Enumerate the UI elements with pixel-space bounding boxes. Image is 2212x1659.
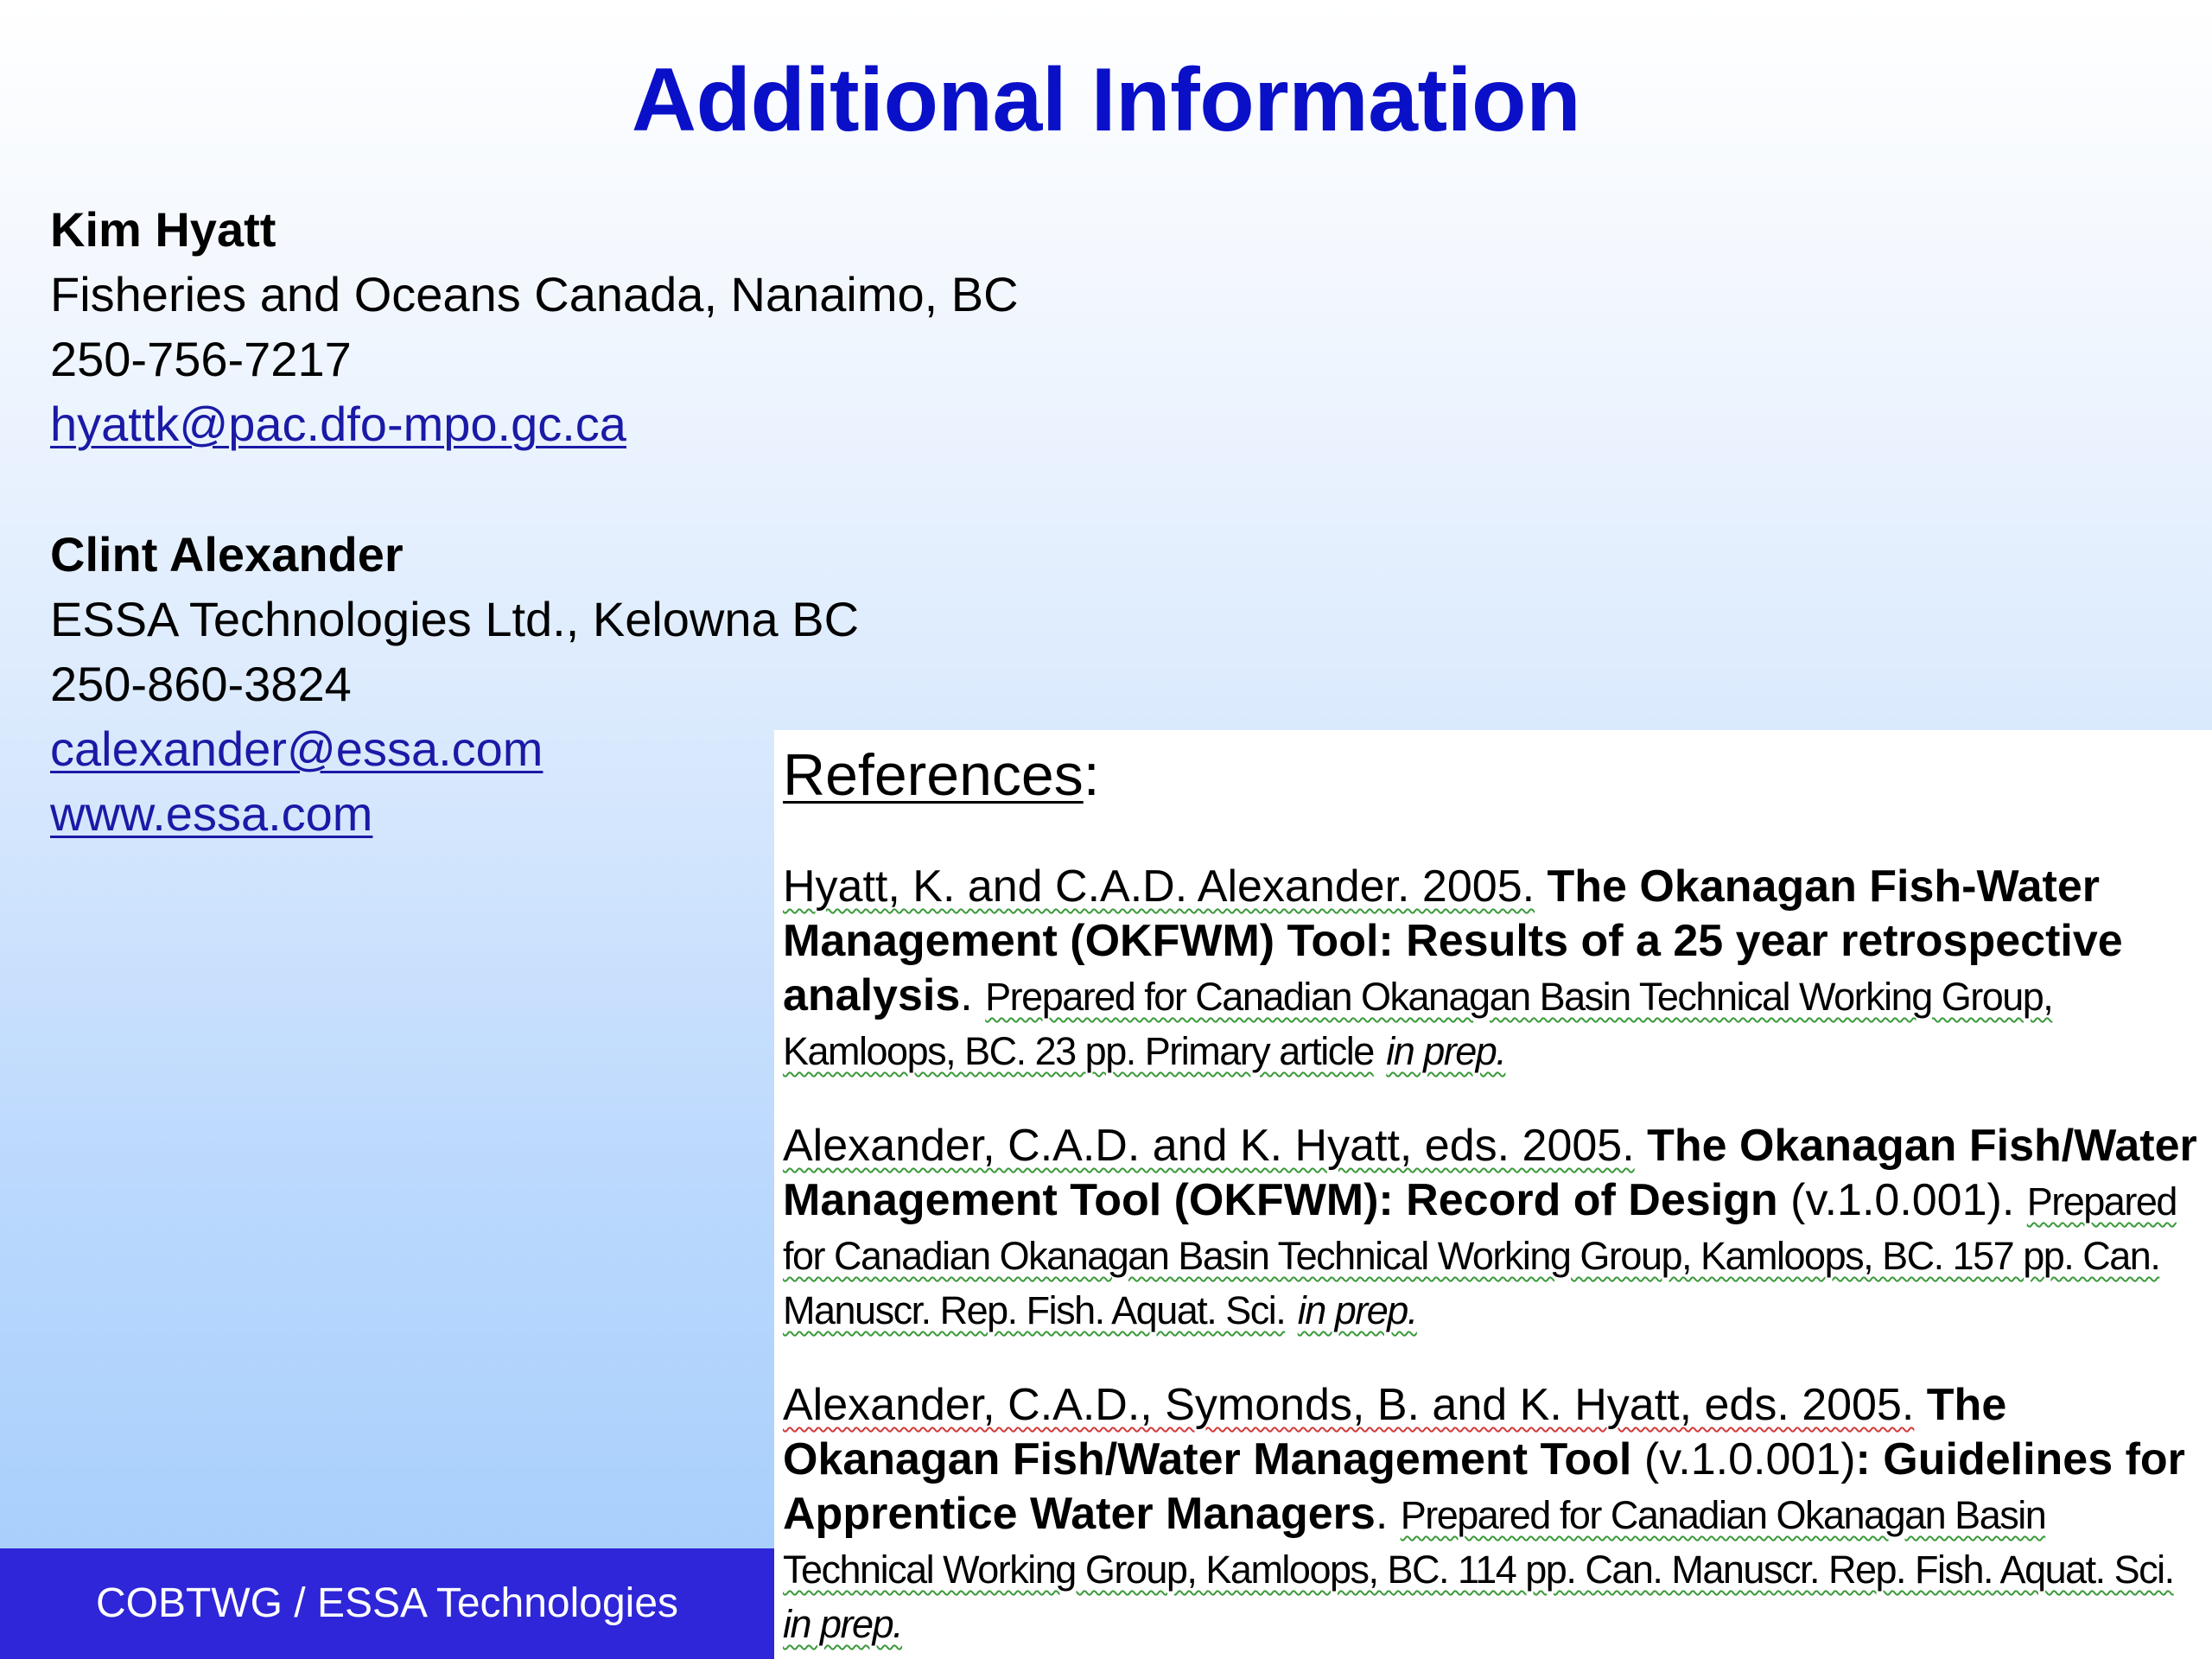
references-panel xyxy=(774,730,2212,1659)
references-heading: References: xyxy=(783,742,1100,808)
footer-bar: COBTWG / ESSA Technologies xyxy=(0,1548,774,1659)
contact-phone: 250-756-7217 xyxy=(50,332,352,386)
reference-title: The Okanagan Fish/Water Management Tool (OKFWM): Record of Design xyxy=(783,1121,2197,1225)
contact-organization: Fisheries and Oceans Canada, Nanaimo, BC xyxy=(50,267,1019,321)
reference-authors: Alexander, C.A.D. and K. Hyatt, eds. 2005. xyxy=(783,1121,1635,1171)
reference-publisher: Prepared for Canadian Okanagan Basin Technical Working Group, Kamloops, BC. 114 pp. Can. Manuscr. Rep. Fish. Aquat. Sci. xyxy=(783,1493,2174,1592)
contact-email-link[interactable]: hyattk@pac.dfo-mpo.gc.ca xyxy=(50,397,626,451)
contact-name: Kim Hyatt xyxy=(50,202,276,257)
reference-authors: Hyatt, K. and C.A.D. Alexander. 2005. xyxy=(783,861,1535,912)
reference-status: in prep. xyxy=(1297,1288,1417,1332)
reference-title: The Okanagan Fish/Water Management Tool xyxy=(783,1380,2007,1484)
reference-version: (v.1.0.001) xyxy=(1643,1434,1856,1484)
reference-authors: Alexander, C.A.D., Symonds, B. and K. Hyatt, eds. 2005. xyxy=(783,1380,1915,1430)
reference-version: (v.1.0.001). xyxy=(1790,1175,2015,1225)
contact-clint-alexander xyxy=(50,522,859,846)
slide-title: Additional Information xyxy=(631,50,1581,150)
reference-item: Alexander, C.A.D., Symonds, B. and K. Hyatt, eds. 2005. The Okanagan Fish/Water Management Tool (v.1.0.001): Guidelines for Apprentice Water Managers. Prepared for Canadian Okanagan Basin Technical Working Group, Kamloops, BC. 114 pp. Can. Manuscr. Rep. Fish. Aquat. Sci. in prep. xyxy=(783,1380,2185,1646)
reference-status: in prep. xyxy=(783,1602,903,1646)
contact-organization: ESSA Technologies Ltd., Kelowna BC xyxy=(50,592,860,646)
reference-item: Hyatt, K. and C.A.D. Alexander. 2005. The Okanagan Fish-Water Management (OKFWM) Tool: Results of a 25 year retrospective analysis. Prepared for Canadian Okanagan Basin Technical Working Group, Kamloops, BC. 23 pp. Primary article in prep. xyxy=(783,861,2123,1073)
contact-kim-hyatt xyxy=(50,197,1019,456)
contact-name: Clint Alexander xyxy=(50,527,404,582)
reference-publisher: Prepared for Canadian Okanagan Basin Technical Working Group, Kamloops, BC. 157 pp. Can. Manuscr. Rep. Fish. Aquat. Sci. xyxy=(783,1179,2177,1332)
contact-email-link[interactable]: calexander@essa.com xyxy=(50,721,543,776)
reference-item xyxy=(783,1119,2200,1337)
reference-publisher: Prepared for Canadian Okanagan Basin Technical Working Group, Kamloops, BC. 23 pp. Primary article xyxy=(783,975,2053,1073)
website-link[interactable]: www.essa.com xyxy=(50,786,373,841)
reference-status: in prep. xyxy=(1386,1029,1506,1073)
contact-phone: 250-860-3824 xyxy=(50,657,352,711)
reference-subtitle: : Guidelines for Apprentice Water Managers xyxy=(783,1434,2185,1539)
reference-title: The Okanagan Fish-Water Management (OKFWM) Tool: Results of a 25 year retrospective analysis xyxy=(783,861,2123,1020)
